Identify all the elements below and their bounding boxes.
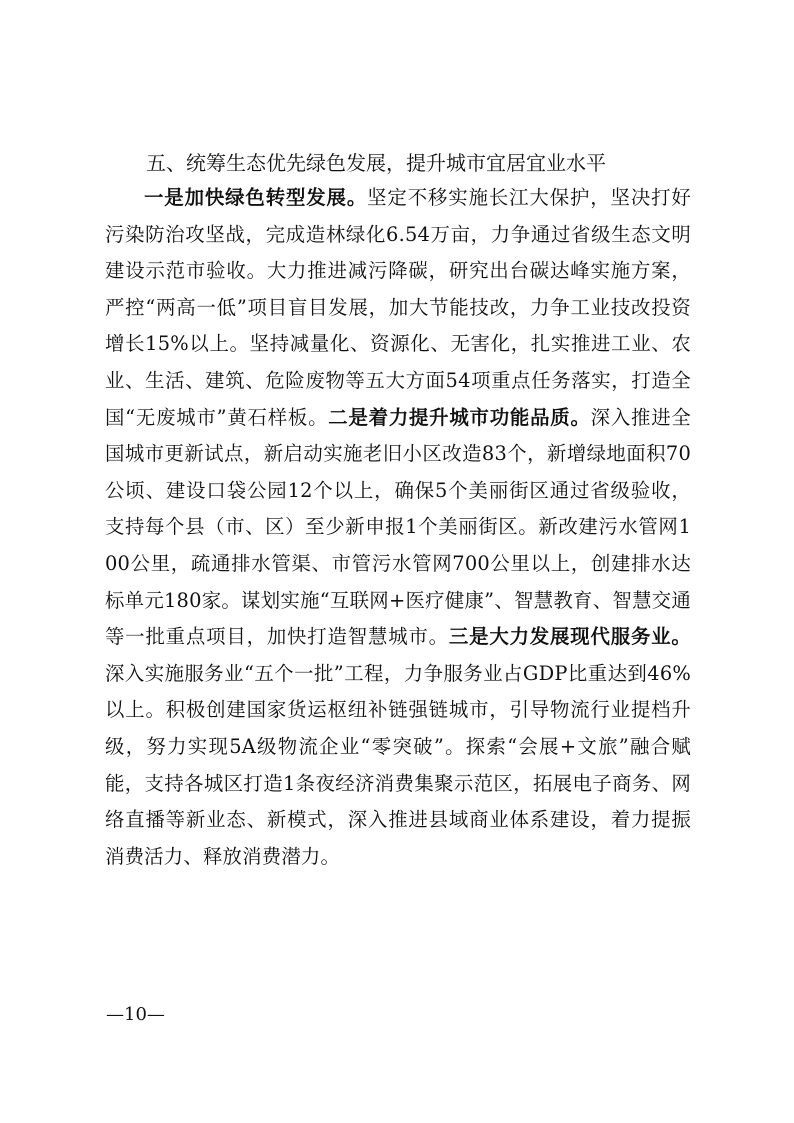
- point1-text: 坚定不移实施长江大保护，坚决打好污染防治攻坚战，完成造林绿化6.54万亩，力争通过省级生态文明建设示范市验收。大力推进减污降碳，研究出台碳达峰实施方案，严控“两高一低”项目盲目发展，加大节能技改，力争工业技改投资增长15%以上。坚持减量化、资源化、无害化，扎实推进工业、农业、生活、建筑、危险废物等五大方面54项重点任务落实，打造全国“无废城市”黄石样板。: [105, 186, 692, 429]
- section-heading: 五、统筹生态优先绿色发展，提升城市宜居宜业水平: [146, 151, 606, 175]
- page-number: —10—: [106, 1004, 165, 1025]
- point2-title: 二是着力提升城市功能品质。: [328, 405, 591, 429]
- point3-title: 三是大力发展现代服务业。: [448, 625, 691, 649]
- point2-text: 深入推进全国城市更新试点，新启动实施老旧小区改造83个，新增绿地面积70公顷、建设口袋公园12个以上，确保5个美丽街区通过省级验收，支持每个县（市、区）至少新申报1个美丽街区。新改建污水管网100公里，疏通排水管渠、市管污水管网700公里以上，创建排水达标单元180家。谋划实施“互联网+医疗健康”、智慧教育、智慧交通等一批重点项目，加快打造智慧城市。: [105, 405, 691, 649]
- body-paragraph: [105, 180, 691, 875]
- point3-text: 深入实施服务业“五个一批”工程，力争服务业占GDP比重达到46%以上。积极创建国家货运枢纽补链强链城市，引导物流行业提档升级，努力实现5A级物流企业“零突破”。探索“会展+文旅”融合赋能，支持各城区打造1条夜经济消费集聚示范区，拓展电子商务、网络直播等新业态、新模式，深入推进县域商业体系建设，着力提振消费活力、释放消费潜力。: [105, 661, 691, 868]
- point1-title: 一是加快绿色转型发展。: [144, 186, 368, 209]
